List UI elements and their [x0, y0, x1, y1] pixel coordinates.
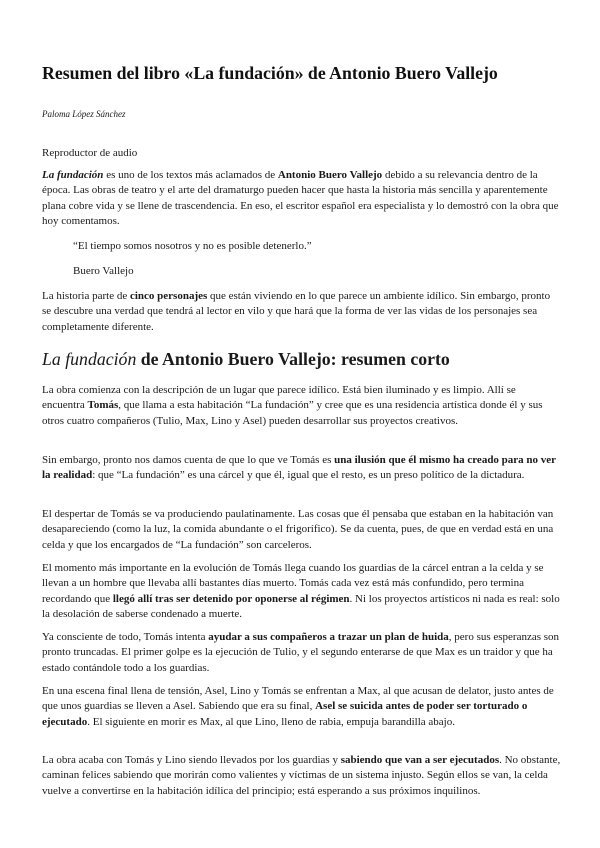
summary-paragraph-1: La obra comienza con la descripción de un lugar que parece idílico. Está bien iluminado y es limpio. Allí se encuentra Tomás, que llama a esta habitación “La fundación” y cree que es una residencia artística donde él y sus otros cuatro compañeros (Tulio, Max, Lino y Asel) pueden desarrollar sus proyectos creativos.	[42, 384, 543, 427]
quote-attribution: Buero Vallejo	[73, 265, 134, 277]
summary-paragraph-3: El despertar de Tomás se va produciendo paulatinamente. Las cosas que él pensaba que estaban en la habitación van desapareciendo (como la luz, la comida abundante o el frigorífico). Se da cuenta, pues, de que en verdad está en una celda y que los encargados de “La fundación” son carceleros.	[42, 508, 554, 551]
intro-book-title: La fundación	[42, 169, 104, 181]
summary-paragraph-2: Sin embargo, pronto nos damos cuenta de que lo que ve Tomás es una ilusión que él mismo ha creado para no ver la realidad: que “La fundación” es una cárcel y que él, igual que el resto, es un preso político de la dictadura.	[42, 454, 556, 482]
quote-text: “El tiempo somos nosotros y no es posible detenerlo.”	[73, 240, 312, 252]
summary-paragraph-7: La obra acaba con Tomás y Lino siendo llevados por los guardias y sabiendo que van a ser ejecutados. No obstante, caminan felices sabiendo que morirán como valientes y víctimas de un sistema injusto. Según ellos se van, la celda vuelve a convertirse en la habitación idílica del principio; está esperando a sus próximos inquilinos.	[42, 754, 561, 797]
section-heading: La fundación de Antonio Buero Vallejo: resumen corto	[42, 349, 450, 369]
audio-player-label[interactable]: Reproductor de audio	[42, 147, 138, 159]
intro-paragraph: La fundación es uno de los textos más aclamados de Antonio Buero Vallejo debido a su relevancia dentro de la época. Las obras de teatro y el arte del dramaturgo pueden hacer que hasta la historia más sencilla y aparentemente plana cobre vida y se llene de trascendencia. En eso, el escritor español era especialista y lo demostró con la obra que hoy comentamos.	[42, 169, 559, 227]
summary-paragraph-5: Ya consciente de todo, Tomás intenta ayudar a sus compañeros a trazar un plan de huida, pero sus esperanzas son pronto truncadas. El primer golpe es la ejecución de Tulio, y el segundo enterarse de que Max es un traidor y que ha estado contándole todo a los guardias.	[42, 631, 560, 674]
summary-paragraph-6: En una escena final llena de tensión, Asel, Lino y Tomás se enfrentan a Max, al que acusan de delator, justo antes de que unos guardias se lleven a Asel. Sabiendo que era su final, Asel se suicida antes de poder ser torturado o ejecutado. El siguiente en morir es Max, al que Lino, lleno de rabia, empuja barandilla abajo.	[42, 685, 554, 728]
personajes-paragraph: La historia parte de cinco personajes que están viviendo en lo que parece un ambiente idílico. Sin embargo, pronto se descubre una verdad que tendrá al lector en vilo y que hará que la forma de ver las vidas de los personajes sea completamente diferente.	[42, 290, 551, 333]
summary-paragraph-4: El momento más importante en la evolución de Tomás llega cuando los guardias de la cárcel entran a la celda y se llevan a un hombre que llevaba allí bastantes días muerto. Tomás cada vez está más confundido, pero termina recordando que llegó allí tras ser detenido por oponerse al régimen. Ni los proyectos artísticos ni nada es real: solo la desolación de saberse condenado a muerte.	[42, 562, 560, 620]
document-title: Resumen del libro «La fundación» de Antonio Buero Vallejo	[42, 63, 498, 83]
author-name: Paloma López Sánchez	[42, 109, 126, 119]
